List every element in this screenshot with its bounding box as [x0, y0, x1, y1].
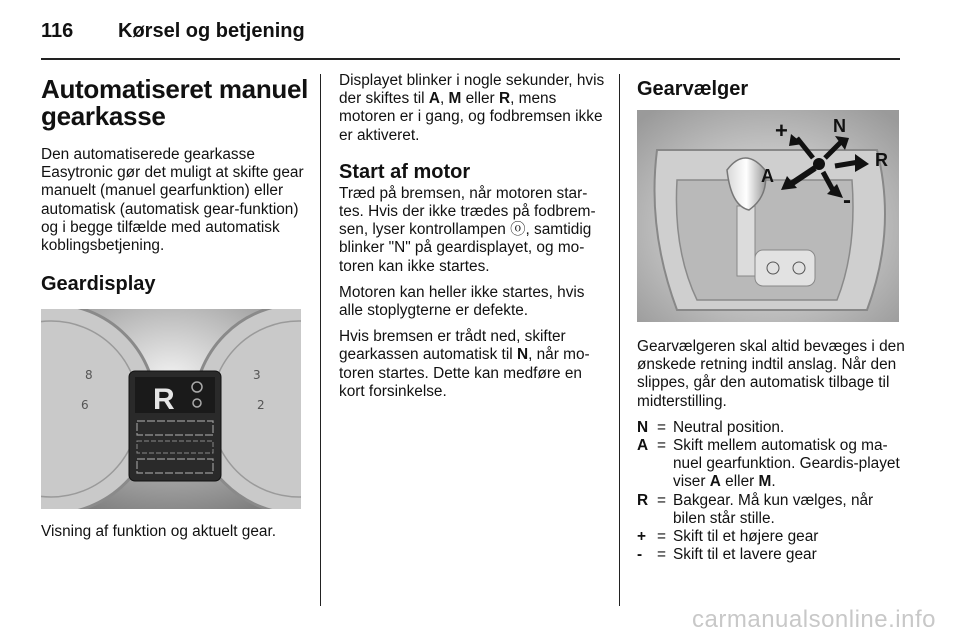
svg-text:2: 2 — [257, 398, 265, 413]
shifter-minus-label: - — [843, 187, 851, 214]
svg-text:6: 6 — [81, 398, 89, 413]
start-paragraph: Træd på bremsen, når motoren star-tes. Hvis der ikke trædes på fodbrem-sen, lyser kontrollampen ⓞ, samtidig blinker "N" på geardisplayet, og mo-toren kan ikke startes. — [339, 184, 596, 275]
definition-n: N = Neutral position. — [637, 418, 785, 436]
section-title: Automatiseret manuel gearkasse — [41, 74, 309, 131]
gear-selector-illustration — [637, 110, 905, 322]
column-middle — [339, 72, 607, 409]
shifter-a-label: A — [761, 166, 774, 186]
gear-display-letter: R — [153, 383, 175, 417]
column-left — [41, 72, 309, 549]
page-header — [41, 20, 305, 43]
stoplight-paragraph: Motoren kan heller ikke startes, hvis alle stoplygterne er defekte. — [339, 283, 585, 320]
svg-text:3: 3 — [253, 368, 261, 383]
column-right — [637, 72, 905, 564]
neutral-paragraph: Hvis bremsen er trådt ned, skifter gearkassen automatisk til N, når mo-toren startes. Dette kan medføre en kort forsinkelse. — [339, 328, 590, 400]
definition-r: R = Bakgear. Må kun vælges, når bilen står stille. — [637, 491, 874, 527]
column-divider-2 — [619, 74, 620, 606]
header-rule — [41, 58, 900, 60]
gear-display-heading: Geardisplay — [41, 273, 156, 296]
watermark: carmanualsonline.info — [692, 606, 936, 633]
blink-paragraph: Displayet blinker i nogle sekunder, hvis der skiftes til A, M eller R, mens motoren er i gang, og fodbremsen ikke er aktiveret. — [339, 72, 605, 144]
gear-selector-description: Gearvælgeren skal altid bevæges i den ønskede retning indtil anslag. Når den slippes, går den automatisk tilbage til midterstilling. — [637, 338, 905, 410]
start-engine-heading: Start af motor — [339, 160, 471, 183]
shifter-plus-label: + — [775, 118, 788, 143]
page-number: 116 — [41, 20, 74, 42]
chapter-title: Kørsel og betjening — [118, 20, 305, 42]
definition-minus: - = Skift til et lavere gear — [637, 546, 817, 564]
gear-display-illustration — [41, 309, 309, 509]
definition-a: A = Skift mellem automatisk og ma-nuel gearfunktion. Geardis-playet viser A eller M. — [637, 437, 900, 491]
definition-plus: + = Skift til et højere gear — [637, 528, 819, 546]
gear-definitions — [637, 419, 905, 565]
shifter-r-label: R — [875, 150, 888, 170]
svg-text:8: 8 — [85, 368, 93, 383]
intro-paragraph: Den automatiserede gearkasse Easytronic gør det muligt at skifte gear manuelt (manuel gearfunktion) eller automatisk (automatisk gear-funktion) og i begge tilfælde med automatisk koblingsbetjening. — [41, 146, 304, 255]
column-divider-1 — [320, 74, 321, 606]
gear-selector-heading: Gearvælger — [637, 78, 749, 100]
gear-display-caption: Visning af funktion og aktuelt gear. — [41, 523, 277, 541]
shifter-n-label: N — [833, 116, 846, 136]
